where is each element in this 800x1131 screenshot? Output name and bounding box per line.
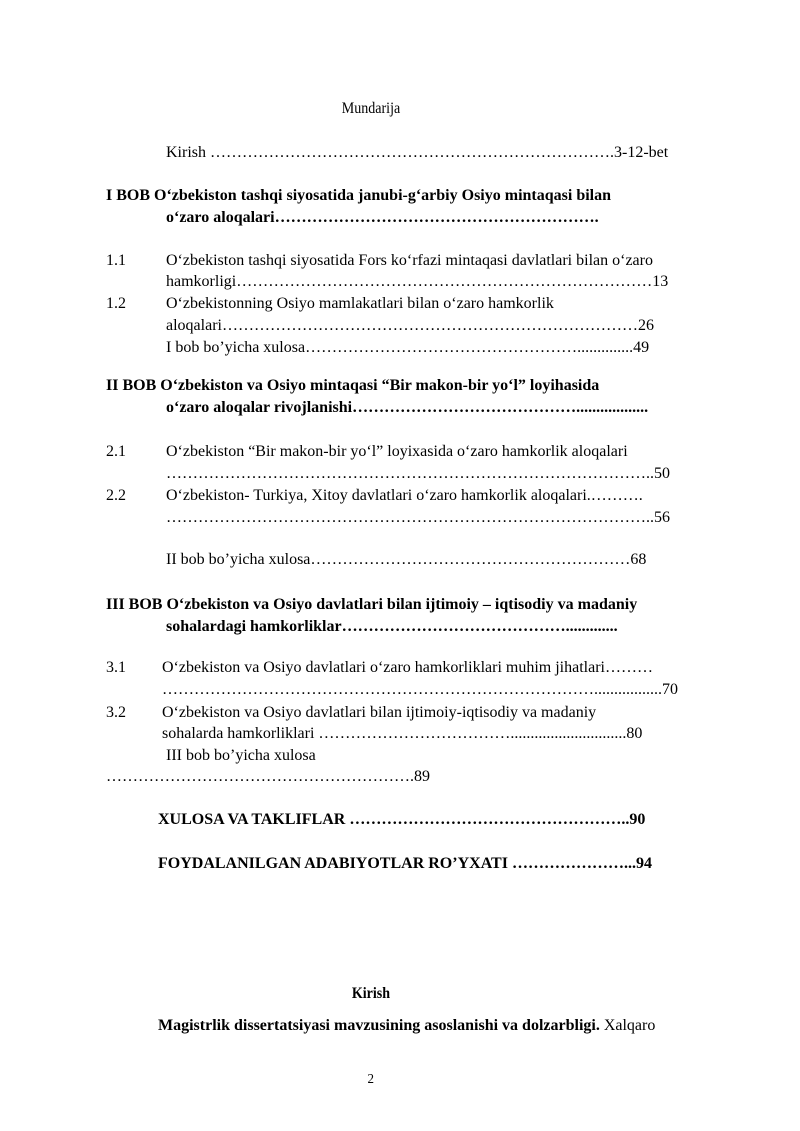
toc-section-3-1-line1: O‘zbekiston va Osiyo davlatlari o‘zaro hamkorliklari muhim jihatlari……… xyxy=(162,659,653,676)
toc-section-3-2-number: 3.2 xyxy=(106,704,126,721)
toc-chapter-3-conclusion: III bob bo’yicha xulosa xyxy=(166,747,316,764)
toc-section-2-2-line2: ………………………………………………………………………………..56 xyxy=(166,509,670,526)
toc-entry-intro: Kirish ………………………………………………………………….3-12-bet xyxy=(166,144,669,161)
toc-section-2-1-number: 2.1 xyxy=(106,443,126,460)
body-paragraph xyxy=(158,1017,655,1035)
toc-section-1-2-line2: aloqalari……………………………………………………………………26 xyxy=(166,317,654,334)
body-lead-rest: Xalqaro xyxy=(599,1017,656,1034)
toc-section-1-2-line1: O‘zbekistonning Osiyo mamlakatlari bilan o‘zaro hamkorlik xyxy=(166,295,554,312)
toc-chapter-3-line2: sohalardagi hamkorliklar……………………………………............. xyxy=(166,618,618,635)
toc-section-1-2-number: 1.2 xyxy=(106,295,126,312)
toc-chapter-3-conclusion-page: ………………………………………………….89 xyxy=(106,768,430,785)
page-number: 2 xyxy=(367,1072,375,1087)
toc-entry-conclusions: XULOSA VA TAKLIFLAR ……………………………………………..90 xyxy=(158,811,646,828)
toc-chapter-2-line2: o‘zaro aloqalar rivojlanishi…………………………………….................. xyxy=(166,399,649,416)
toc-title: Mundarija xyxy=(341,100,401,117)
toc-section-3-2-line1: O‘zbekiston va Osiyo davlatlari bilan ijtimoiy-iqtisodiy va madaniy xyxy=(162,704,597,721)
toc-chapter-2-line1: II BOB O‘zbekiston va Osiyo mintaqasi “Bir makon-bir yo‘l” loyihasida xyxy=(106,377,600,394)
toc-section-1-1-line2: hamkorligi……………………………………………………………………13 xyxy=(166,273,669,290)
toc-section-3-1-line2: ……………………………………………………………………….................70 xyxy=(162,681,678,698)
toc-chapter-2-conclusion: II bob bo’yicha xulosa……………………………………………………68 xyxy=(166,551,647,568)
toc-section-2-2-line1: O‘zbekiston- Turkiya, Xitoy davlatlari o‘zaro hamkorlik aloqalari.………. xyxy=(166,487,643,504)
toc-chapter-1-line1: I BOB O‘zbekiston tashqi siyosatida janubi-g‘arbiy Osiyo mintaqasi bilan xyxy=(106,187,611,204)
toc-section-2-1-line1: O‘zbekiston “Bir makon-bir yo‘l” loyixasida o‘zaro hamkorlik aloqalari xyxy=(166,443,628,460)
toc-section-1-1-line1: O‘zbekiston tashqi siyosatida Fors ko‘rfazi mintaqasi davlatlari bilan o‘zaro xyxy=(166,252,653,269)
toc-chapter-1-line2: o‘zaro aloqalari……………………………………………………. xyxy=(166,209,599,226)
toc-entry-bibliography: FOYDALANILGAN ADABIYOTLAR RO’YXATI …………………...94 xyxy=(158,855,652,872)
toc-chapter-3-line1: III BOB O‘zbekiston va Osiyo davlatlari bilan ijtimoiy – iqtisodiy va madaniy xyxy=(106,596,638,613)
toc-section-3-2-line2: sohalarda hamkorliklari ……………………………….............................80 xyxy=(162,725,643,742)
toc-section-3-1-number: 3.1 xyxy=(106,659,126,676)
toc-section-2-1-line2: ………………………………………………………………………………..50 xyxy=(166,465,670,482)
section-heading-intro: Kirish xyxy=(351,985,391,1002)
toc-section-2-2-number: 2.2 xyxy=(106,487,126,504)
toc-chapter-1-conclusion: I bob bo’yicha xulosa……………………………………………..............49 xyxy=(166,339,650,356)
body-lead-bold: Magistrlik dissertatsiyasi mavzusining asoslanishi va dolzarbligi. xyxy=(158,1017,600,1034)
toc-section-1-1-number: 1.1 xyxy=(106,252,126,269)
